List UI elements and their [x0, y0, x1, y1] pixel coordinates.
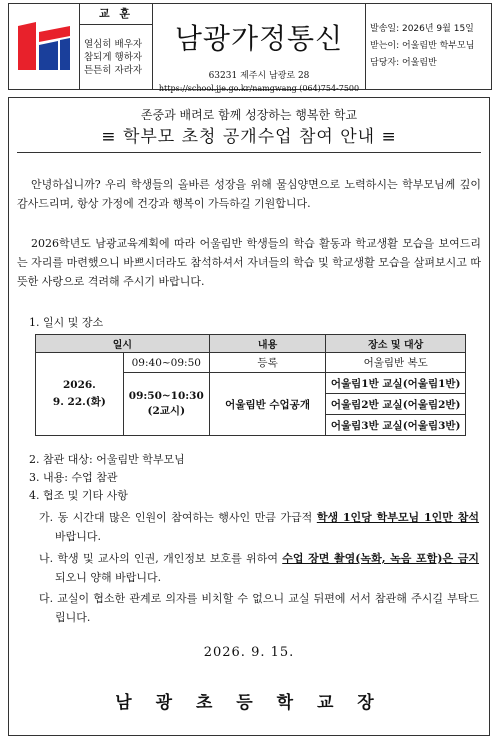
school-address: 63231 제주시 남광로 28 [208, 71, 310, 81]
place-cell: 어울림1반 교실(어울림1반) [326, 373, 466, 394]
time-cell: 09:40~09:50 [123, 353, 209, 373]
item-target: 2. 참관 대상: 어울림반 학부모님 [29, 453, 185, 466]
content-cell: 등록 [209, 353, 326, 373]
header-place: 장소 및 대상 [326, 335, 466, 353]
school-url-phone: https://school.jje.go.kr/namgwang (064)754-7500 [158, 84, 360, 93]
school-motto [80, 4, 153, 89]
principal-signature: 남 광 초 등 학 교 장 [115, 693, 383, 713]
school-logo [9, 4, 80, 89]
school-slogan: 존중과 배려로 함께 성장하는 행복한 학교 [140, 108, 358, 122]
section-schedule-heading: 1. 일시 및 장소 [29, 316, 104, 329]
content-cell: 어울림반 수업공개 [209, 373, 326, 436]
newsletter-title: 남광가정통신 [174, 22, 344, 55]
note-b-text: 나. 학생 및 교사의 인권, 개인정보 보호를 위하여 [39, 552, 283, 565]
event-date: 2026. 9. 22.(화) [36, 353, 124, 436]
schedule-table [35, 334, 466, 436]
header-content: 내용 [209, 335, 326, 353]
header-datetime: 일시 [36, 335, 210, 353]
table-header-row [36, 335, 466, 353]
motto-line: 열심히 배우자 [84, 38, 143, 50]
motto-title: 교 훈 [80, 4, 152, 25]
motto-line: 참되게 행하자 [84, 51, 143, 63]
table-row [36, 353, 466, 373]
document-title: ≡ 학부모 초청 공개수업 참여 안내 ≡ [101, 127, 397, 147]
item-content: 3. 내용: 수업 참관 [29, 471, 118, 484]
note-b [39, 549, 479, 587]
recipient: 받는이: 어울림반 학부모님 [370, 41, 475, 51]
place-cell: 어울림반 복도 [326, 353, 466, 373]
note-a-emphasis: 학생 1인당 학부모님 1인만 참석 [316, 511, 479, 524]
note-b-tail: 되오니 양해 바랍니다. [55, 571, 162, 584]
place-cell: 어울림2반 교실(어울림2반) [326, 394, 466, 415]
note-a-tail: 바랍니다. [55, 530, 102, 543]
note-a [39, 508, 479, 546]
item-notes-heading: 4. 협조 및 기타 사항 [29, 489, 128, 502]
issue-date: 발송일: 2026년 9월 15일 [370, 24, 474, 34]
place-cell: 어울림3반 교실(어울림3반) [326, 415, 466, 436]
note-a-text: 가. 동 시간대 많은 인원이 참여하는 행사인 만큼 가급적 [39, 511, 317, 524]
note-b-emphasis: 수업 장면 촬영(녹화, 녹음 포함)은 금지 [282, 552, 479, 565]
motto-line: 튼튼히 자라자 [84, 64, 143, 76]
purpose-paragraph: 2026학년도 남광교육계획에 따라 어울림반 학생들의 학습 활동과 학교생활 모습을 보여드리는 자리를 마련했으니 바쁘시더라도 참석하셔서 자녀들의 학습 및 학교생활 모습을 살펴보시고 따뜻한 사랑으로 격려해 주시기 바랍니다. [17, 237, 481, 288]
school-logo-icon [15, 20, 73, 74]
issue-info [366, 4, 491, 89]
document-date: 2026. 9. 15. [203, 645, 295, 660]
title-divider [17, 152, 481, 153]
greeting-paragraph: 안녕하십니까? 우리 학생들의 올바른 성장을 위해 물심양면으로 노력하시는 학부모님께 깊이 감사드리며, 항상 가정에 건강과 행복이 가득하길 기원합니다. [17, 178, 481, 210]
newsletter-masthead [153, 4, 366, 93]
contact-person: 담당자: 어울림반 [370, 58, 437, 68]
note-c: 다. 교실이 협소한 관계로 의자를 비치할 수 없으니 교실 뒤편에 서서 참관해 주시길 부탁드립니다. [39, 592, 479, 624]
time-cell: 09:50~10:30 (2교시) [123, 373, 209, 436]
letter-body [8, 97, 490, 736]
newsletter-header [8, 3, 492, 93]
